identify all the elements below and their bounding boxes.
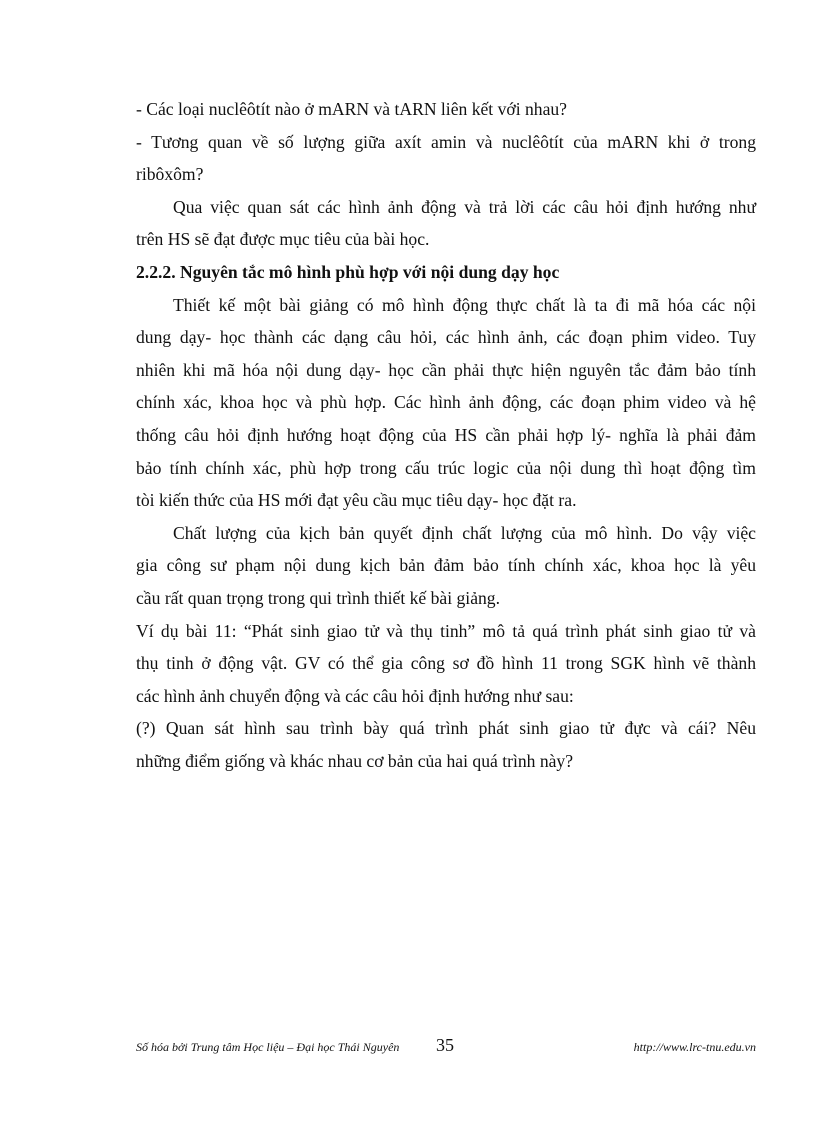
body-line: tòi kiến thức của HS mới đạt yêu cầu mục tiêu dạy- học đặt ra. — [136, 490, 577, 511]
body-line: dung dạy- học thành các dạng câu hỏi, các hình ảnh, các đoạn phim video. Tuy — [136, 327, 756, 348]
body-line: gia công sư phạm nội dung kịch bản đảm bảo tính chính xác, khoa học là yêu — [136, 555, 756, 576]
body-line: (?) Quan sát hình sau trình bày quá trình phát sinh giao tử đực và cái? Nêu — [136, 718, 756, 739]
document-page — [136, 93, 756, 777]
body-line: thống câu hỏi định hướng hoạt động của HS cần phải hợp lý- nghĩa là phải đảm — [136, 424, 756, 445]
body-line: Qua việc quan sát các hình ảnh động và trả lời các câu hỏi định hướng như — [173, 196, 756, 217]
question-line: - Các loại nuclêôtít nào ở mARN và tARN liên kết với nhau? — [136, 99, 567, 119]
body-line: thụ tinh ở động vật. GV có thể gia công sơ đồ hình 11 trong SGK hình vẽ thành — [136, 653, 756, 674]
body-line: các hình ảnh chuyển động và các câu hỏi định hướng như sau: — [136, 685, 574, 706]
body-line: Thiết kế một bài giảng có mô hình động thực chất là ta đi mã hóa các nội — [173, 294, 756, 315]
footer-url: http://www.lrc-tnu.edu.vn — [633, 1040, 756, 1054]
question-line: - Tương quan về số lượng giữa axít amin và nuclêôtít của mARN khi ở trong — [136, 131, 756, 152]
body-line: nhiên khi mã hóa nội dung dạy- học cần phải thực hiện nguyên tắc đảm bảo tính — [136, 359, 756, 380]
body-line: cầu rất quan trọng trong qui trình thiết kế bài giảng. — [136, 587, 500, 608]
section-heading: 2.2.2. Nguyên tắc mô hình phù hợp với nội dung dạy học — [136, 261, 560, 282]
body-line: trên HS sẽ đạt được mục tiêu của bài học. — [136, 229, 430, 250]
body-line: những điểm giống và khác nhau cơ bản của hai quá trình này? — [136, 750, 574, 771]
body-line: Ví dụ bài 11: “Phát sinh giao tử và thụ tinh” mô tả quá trình phát sinh giao tử và — [136, 620, 756, 641]
page-footer — [136, 1037, 756, 1061]
body-line: bảo tính chính xác, phù hợp trong cấu trúc logic của nội dung thì hoạt động tìm — [136, 457, 756, 478]
footer-source: Số hóa bởi Trung tâm Học liệu – Đại học Thái Nguyên — [136, 1040, 400, 1054]
page-number: 35 — [436, 1035, 454, 1055]
body-line: chính xác, khoa học và phù hợp. Các hình ảnh động, các đoạn phim video và hệ — [136, 392, 756, 413]
body-line: Chất lượng của kịch bản quyết định chất lượng của mô hình. Do vậy việc — [173, 522, 756, 543]
question-line: ribôxôm? — [136, 164, 204, 185]
